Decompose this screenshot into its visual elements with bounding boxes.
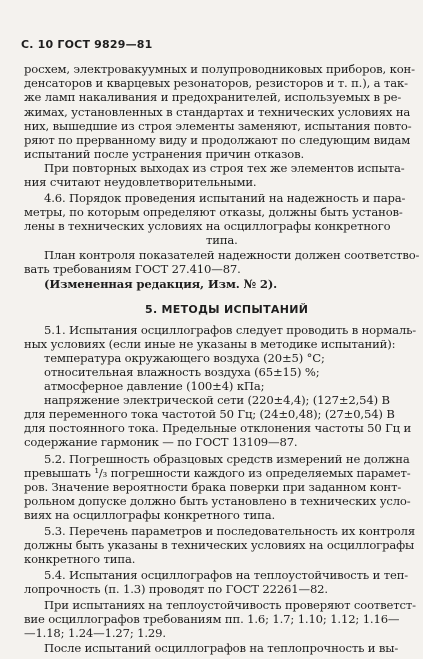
text-line: виях на осциллографы конкретного типа. — [24, 508, 275, 522]
page-header: С. 10 ГОСТ 9829—81 — [21, 38, 153, 51]
text-line: 4.6. Порядок проведения испытаний на надежность и пара- — [44, 191, 406, 205]
text-line: должны быть указаны в технических условиях на осциллографы — [24, 538, 415, 552]
text-line: 5.2. Погрешность образцовых средств измерений не должна — [44, 452, 410, 466]
text-line: типа. — [206, 233, 238, 247]
text-line: После испытаний осциллографов на теплопрочность и вы- — [44, 641, 399, 655]
text-line: ния считают неудовлетворительными. — [24, 175, 257, 189]
text-line: План контроля показателей надежности должен соответство- — [44, 248, 420, 262]
text-line: содержание гармоник — по ГОСТ 13109—87. — [24, 435, 298, 449]
text-line: 5.1. Испытания осциллографов следует проводить в нормаль- — [44, 323, 417, 337]
text-line: 5.4. Испытания осциллографов на теплоустойчивость и теп- — [44, 568, 409, 582]
text-line: для постоянного тока. Предельные отклонения частоты 50 Гц и — [24, 421, 412, 435]
revision-note: (Измененная редакция, Изм. № 2). — [44, 277, 278, 291]
text-line: метры, по которым определяют отказы, должны быть установ- — [24, 205, 403, 219]
text-line: же ламп накаливания и предохранителей, используемых в ре- — [24, 90, 402, 104]
text-line: для переменного тока частотой 50 Гц; (24±0,48); (27±0,54) В — [24, 407, 395, 421]
text-line: денсаторов и кварцевых резонаторов, резисторов и т. п.), а так- — [24, 76, 408, 90]
text-line: При повторных выходах из строя тех же элементов испыта- — [44, 161, 405, 175]
text-line: вать требованиям ГОСТ 27.410—87. — [24, 262, 241, 276]
text-line: ряют по прерванному виду и продолжают по следующим видам — [24, 133, 411, 147]
text-line: ных условиях (если иные не указаны в методике испытаний): — [24, 337, 396, 351]
text-line: вие осциллографов требованиям пп. 1.6; 1.7; 1.10; 1.12; 1.16— — [24, 612, 400, 626]
text-line: них, вышедшие из строя элементы заменяют, испытания повто- — [24, 119, 412, 133]
text-line: температура окружающего воздуха (20±5) °С; — [44, 351, 325, 365]
text-line: рольном допуске должно быть установлено в технических усло- — [24, 494, 411, 508]
text-line: росхем, электровакуумных и полупроводниковых приборов, кон- — [24, 62, 415, 76]
text-line: При испытаниях на теплоустойчивость проверяют соответст- — [44, 598, 416, 612]
text-line: лены в технических условиях на осциллографы конкретного — [24, 219, 391, 233]
text-line: напряжение электрической сети (220±4,4); (127±2,54) В — [44, 393, 390, 407]
text-line: относительная влажность воздуха (65±15) %; — [44, 365, 320, 379]
section-title: 5. МЕТОДЫ ИСПЫТАНИЙ — [145, 303, 309, 316]
text-line: ров. Значение вероятности брака поверки при заданном конт- — [24, 480, 402, 494]
text-line: жимах, установленных в стандартах и технических условиях на — [24, 105, 411, 119]
text-line: —1.18; 1.24—1.27; 1.29. — [24, 626, 166, 640]
text-line: лопрочность (п. 1.3) проводят по ГОСТ 22261—82. — [24, 582, 328, 596]
text-line: превышать ¹/₃ погрешности каждого из определяемых парамет- — [24, 466, 411, 480]
text-line: 5.3. Перечень параметров и последовательность их контроля — [44, 524, 416, 538]
text-line: конкретного типа. — [24, 552, 136, 566]
text-line: испытаний после устранения причин отказов. — [24, 147, 305, 161]
text-line: атмосферное давление (100±4) кПа; — [44, 379, 265, 393]
